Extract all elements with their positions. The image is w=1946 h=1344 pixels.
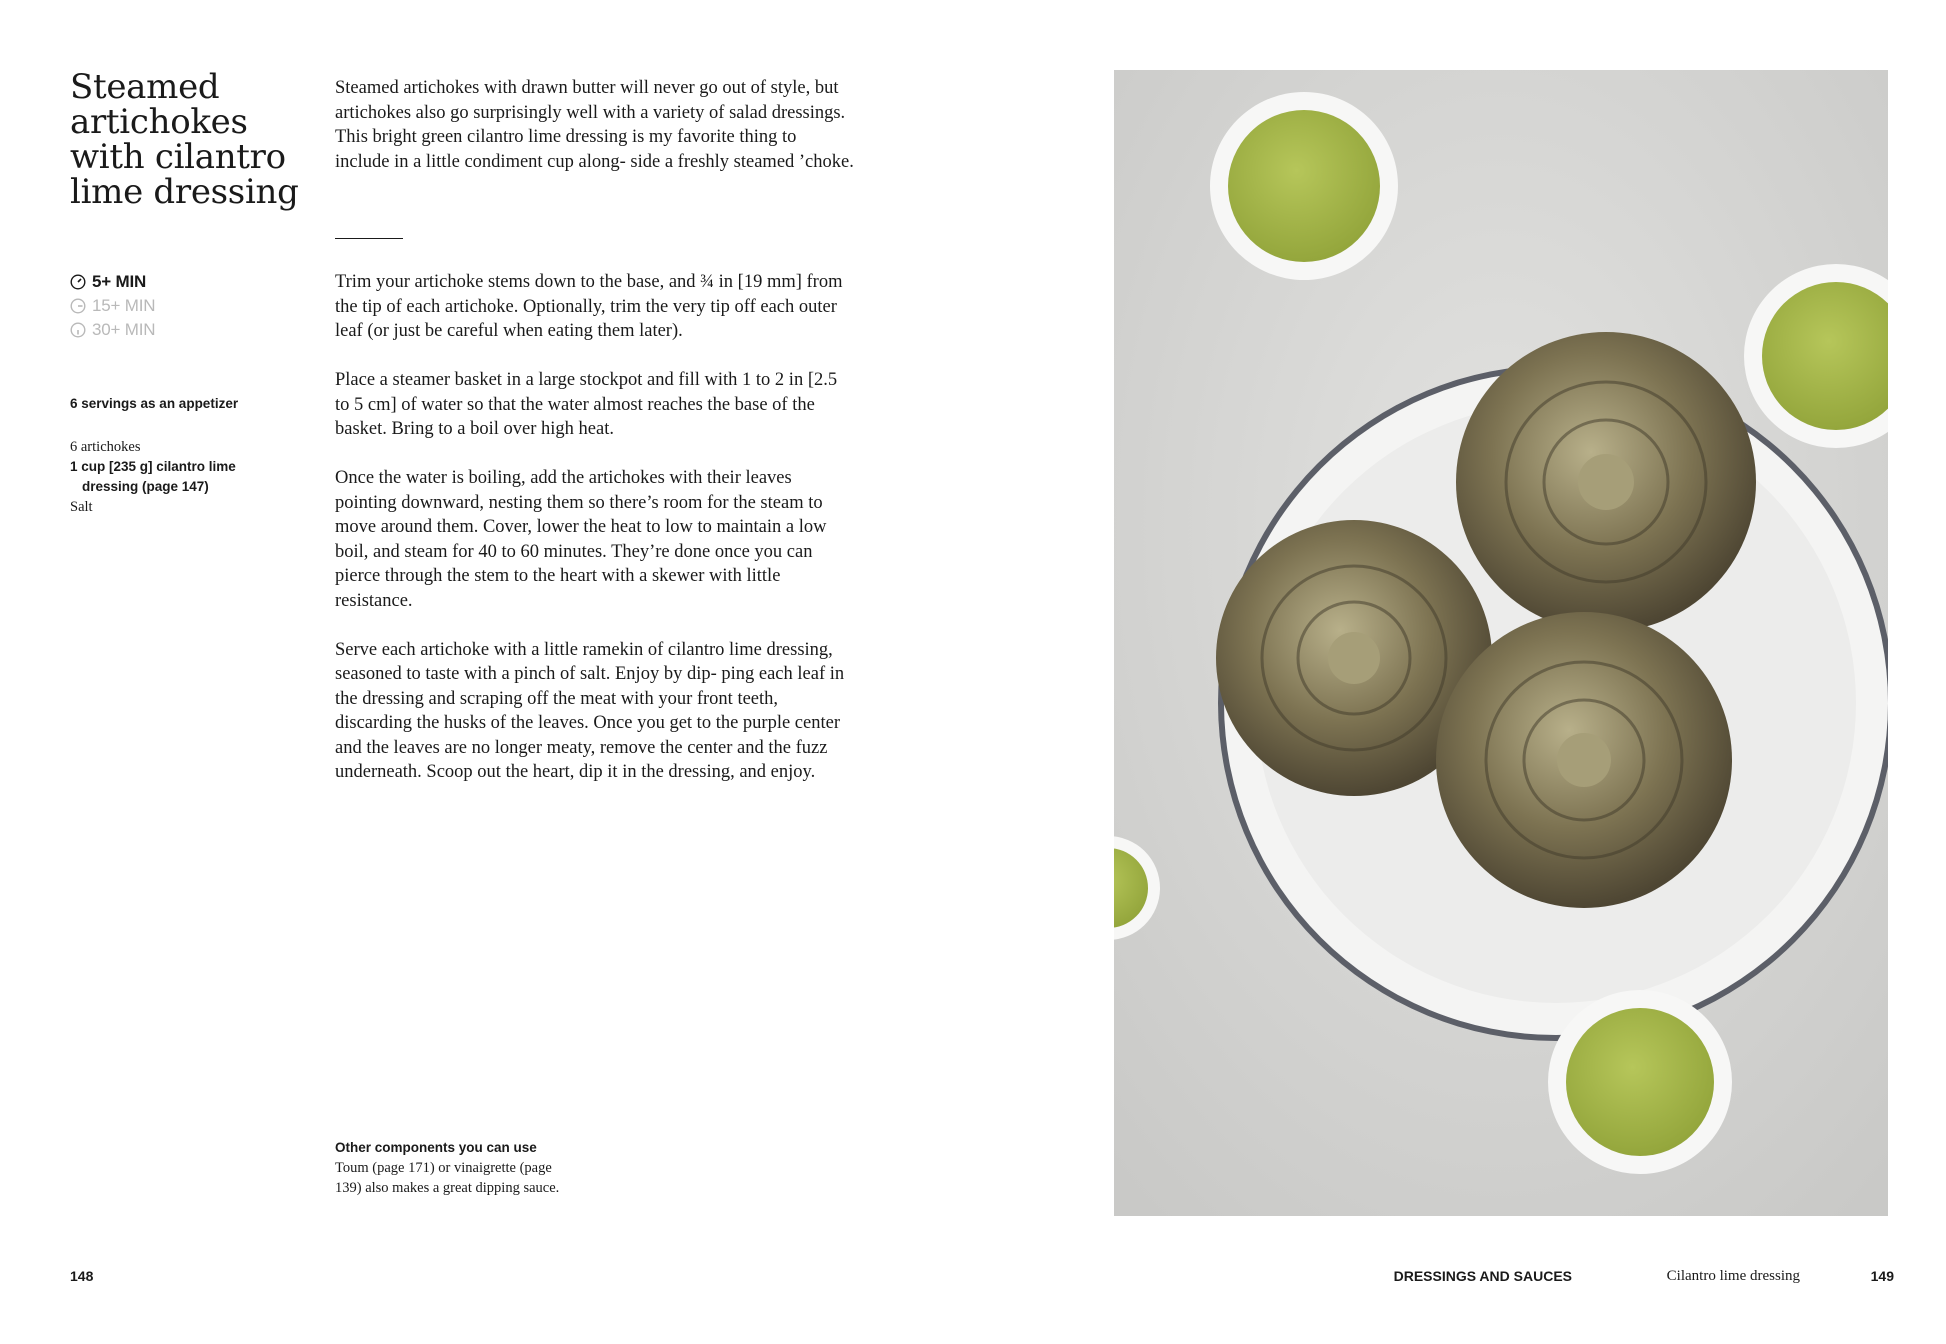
page-number-right: 149: [1870, 1268, 1894, 1284]
time-option: [70, 294, 155, 318]
clock-icon: [70, 298, 86, 314]
time-label: 5+ MIN: [92, 272, 147, 291]
divider-rule: [335, 238, 403, 239]
time-option: [70, 270, 155, 294]
section-name: DRESSINGS AND SAUCES: [1393, 1268, 1572, 1284]
other-components-heading: Other components you can use: [335, 1140, 537, 1155]
method-step: Serve each artichoke with a little ramekin of cilantro lime dressing, seasoned to taste with a pinch of salt. Enjoy by dip- ping each leaf in the dressing and scraping off the meat with your front teeth, discarding the husks of the leaves. Once you get to the purple center and the leaves are no longer meaty, remove the center and the fuzz underneath. Scoop out the heart, dip it in the dressing, and enjoy.: [335, 639, 845, 782]
method-steps: [335, 270, 855, 809]
other-components-body: Toum (page 171) or vinaigrette (page 139) also makes a great dipping sauce.: [335, 1160, 560, 1196]
method-step: Once the water is boiling, add the artichokes with their leaves pointing downward, nesting them so there’s room for the steam to move around them. Cover, lower the heat to low to maintain a low boil, and steam for 40 to 60 minutes. They’re done once you can pierce through the stem to the heart with a skewer with little resistance.: [335, 468, 827, 611]
artichoke: [1436, 612, 1732, 908]
recipe-title: Steamed artichokes with cilantro lime dressing: [70, 67, 299, 212]
clock-icon: [70, 322, 86, 338]
subsection-name: Cilantro lime dressing: [1666, 1268, 1800, 1284]
artichoke-photo: [1114, 70, 1888, 1216]
artichoke: [1456, 332, 1756, 632]
time-option: [70, 318, 155, 342]
ingredient-list: [70, 437, 270, 517]
other-components: [335, 1138, 575, 1198]
time-label: 30+ MIN: [92, 320, 156, 339]
servings: 6 servings as an appetizer: [70, 396, 239, 411]
dressing-cup: [1548, 990, 1732, 1174]
method-step: Trim your artichoke stems down to the base, and ¾ in [19 mm] from the tip of each artichoke. Optionally, trim the very tip off each outer leaf (or just be careful when eating them later).: [335, 272, 843, 341]
clock-icon: [70, 274, 86, 290]
method-step: Place a steamer basket in a large stockpot and fill with 1 to 2 in [2.5 to 5 cm] of water so that the water almost reaches the base of the basket. Bring to a boil over high heat.: [335, 370, 838, 439]
time-label: 15+ MIN: [92, 296, 156, 315]
ingredient-item: 1 cup [235 g] cilantro lime dressing (page 147): [70, 459, 236, 494]
page-number-left: 148: [70, 1268, 94, 1284]
time-list: [70, 270, 155, 342]
dressing-cup: [1210, 92, 1398, 280]
recipe-intro: Steamed artichokes with drawn butter will never go out of style, but artichokes also go surprisingly well with a variety of salad dressings. This bright green cilantro lime dressing is my favorite thing to include in a little condiment cup along- side a freshly steamed ’choke.: [335, 78, 854, 172]
ingredient-item: Salt: [70, 499, 93, 515]
ingredient-item: 6 artichokes: [70, 439, 141, 455]
